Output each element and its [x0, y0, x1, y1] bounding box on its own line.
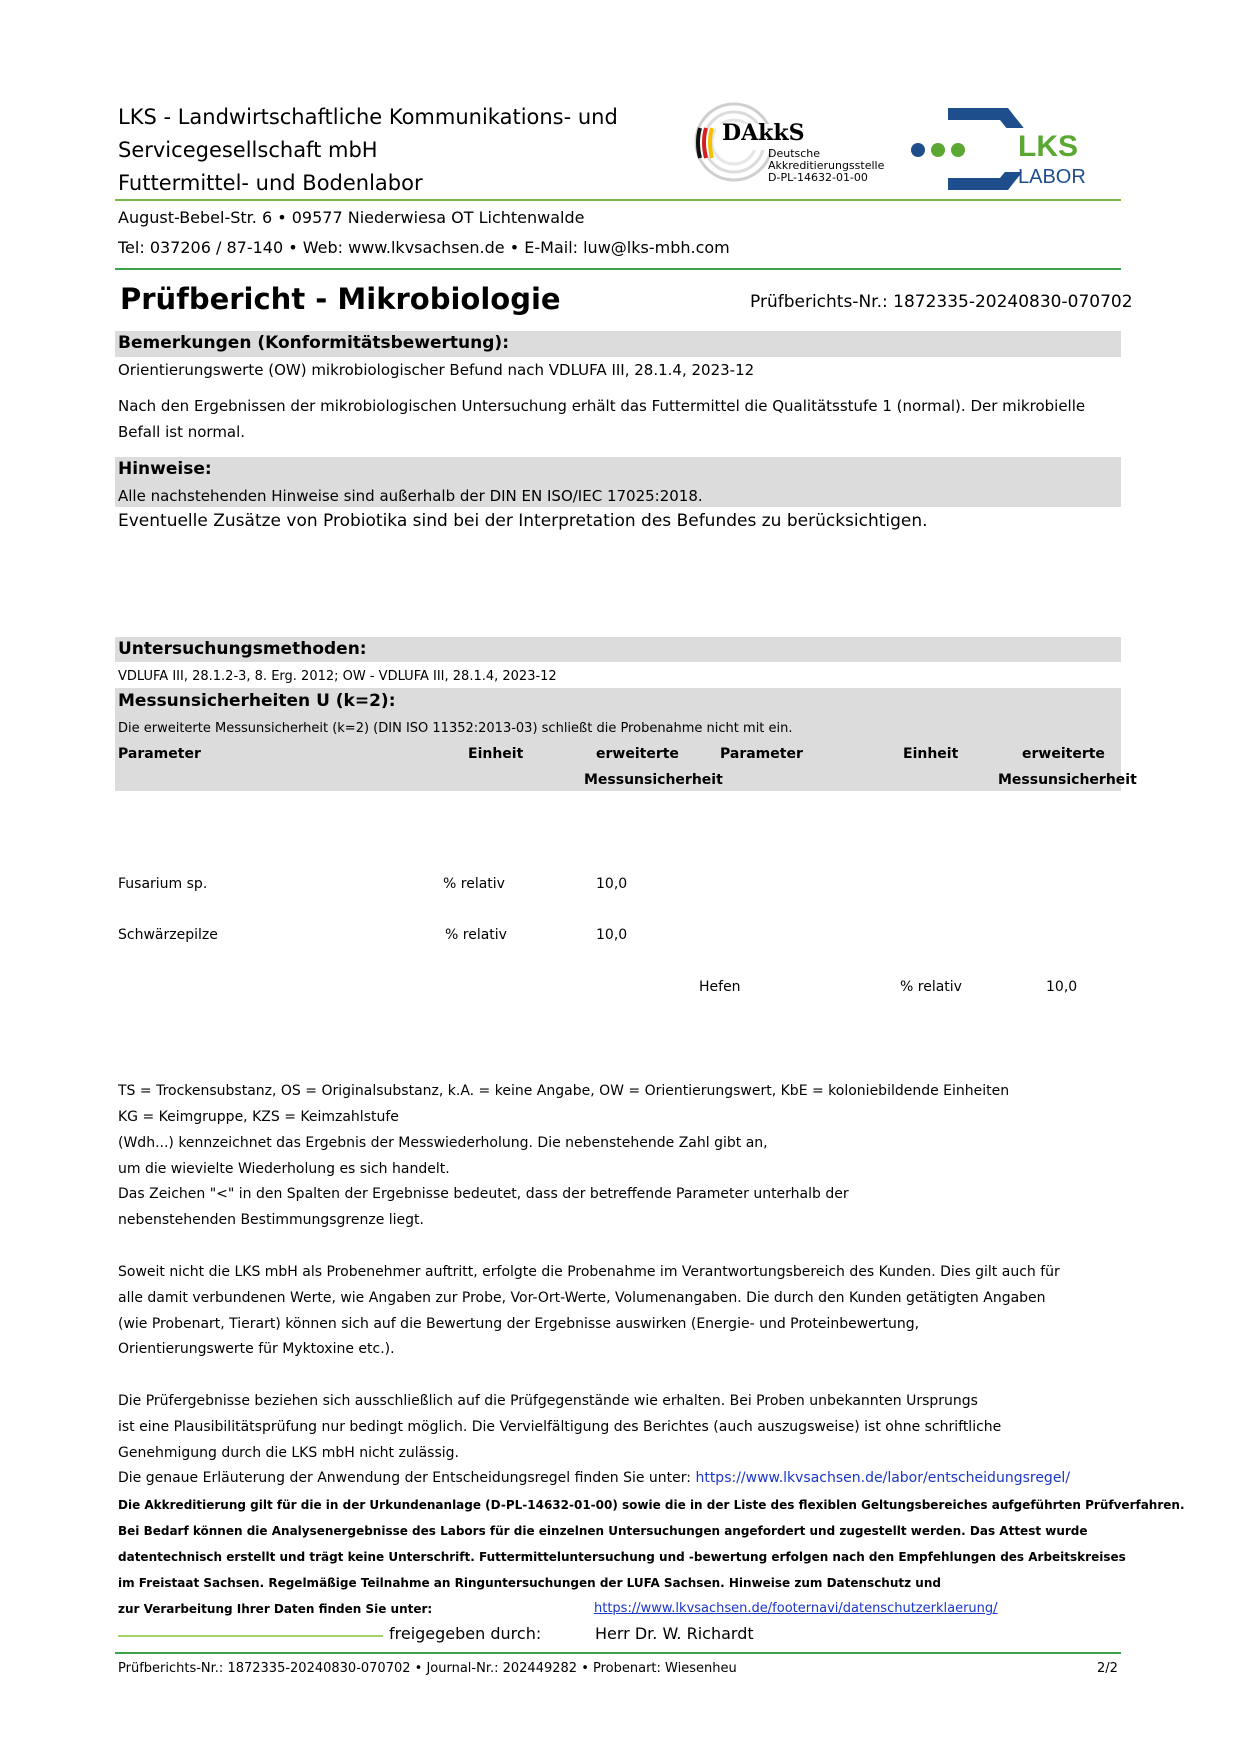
decision-rule: [118, 1470, 1070, 1486]
legend-line-2: KG = Keimgruppe, KZS = Keimzahlstufe: [118, 1109, 399, 1125]
dakks-line-2: Akkreditierungsstelle: [768, 159, 885, 172]
col-ext-right-1: erweiterte: [1022, 746, 1105, 762]
company-name-line-3: Futtermittel- und Bodenlabor: [118, 171, 423, 195]
legend-line-3: (Wdh...) kennzeichnet das Ergebnis der Messwiederholung. Die nebenstehende Zahl gibt an,: [118, 1135, 768, 1151]
row-hefen-parameter: Hefen: [699, 979, 741, 995]
col-unit-left: Einheit: [468, 746, 524, 762]
release-name: Herr Dr. W. Richardt: [595, 1624, 754, 1643]
row-schwaerzepilze-unit: % relativ: [445, 927, 507, 943]
methods-heading: Untersuchungsmethoden:: [118, 639, 367, 659]
methods-text: VDLUFA III, 28.1.2-3, 8. Erg. 2012; OW - VDLUFA III, 28.1.4, 2023-12: [118, 669, 557, 684]
signature-line: [118, 1635, 383, 1637]
lks-labor-logo: [908, 104, 1112, 194]
accreditation-line-1: Die Akkreditierung gilt für die in der Urkundenanlage (D-PL-14632-01-00) sowie die in der Liste des flexiblen Geltungsbereiches aufgeführten Prüfverfahren.: [118, 1498, 1185, 1512]
page-title: Prüfbericht - Mikrobiologie: [120, 282, 561, 316]
lks-logo-name: LKS: [1018, 130, 1078, 163]
row-hefen-unit: % relativ: [900, 979, 962, 995]
footer-divider: [115, 1652, 1121, 1654]
address: August-Bebel-Str. 6 • 09577 Niederwiesa OT Lichtenwalde: [118, 208, 585, 227]
accreditation-line-5: zur Verarbeitung Ihrer Daten finden Sie unter:: [118, 1602, 433, 1616]
col-parameter-right: Parameter: [720, 746, 803, 762]
hints-heading: Hinweise:: [118, 459, 212, 479]
hints-line-2: Eventuelle Zusätze von Probiotika sind bei der Interpretation des Befundes zu berücksichtigen.: [118, 511, 928, 531]
release-label: freigegeben durch:: [389, 1624, 542, 1643]
col-unit-right: Einheit: [903, 746, 959, 762]
sampling-line-2: alle damit verbundenen Werte, wie Angaben zur Probe, Vor-Ort-Werte, Volumenangaben. Die durch den Kunden getätigten Angaben: [118, 1290, 1046, 1306]
company-name-line-2: Servicegesellschaft mbH: [118, 138, 378, 162]
uncertainty-heading: Messunsicherheiten U (k=2):: [118, 691, 396, 711]
dakks-line-3: D-PL-14632-01-00: [768, 171, 868, 184]
company-name-line-1: LKS - Landwirtschaftliche Kommunikations- und: [118, 105, 618, 129]
hints-line-1: Alle nachstehenden Hinweise sind außerhalb der DIN EN ISO/IEC 17025:2018.: [118, 487, 703, 505]
row-fusarium-parameter: Fusarium sp.: [118, 876, 208, 892]
row-schwaerzepilze-value: 10,0: [596, 927, 628, 943]
row-fusarium-unit: % relativ: [443, 876, 505, 892]
decision-rule-link[interactable]: https://www.lkvsachsen.de/labor/entscheidungsregel/: [695, 1470, 1071, 1486]
dakks-line-1: Deutsche: [768, 147, 821, 160]
accreditation-line-4: im Freistaat Sachsen. Regelmäßige Teilnahme an Ringuntersuchungen der LUFA Sachsen. Hinweise zum Datenschutz und: [118, 1576, 941, 1590]
legend-line-4: um die wievielte Wiederholung es sich handelt.: [118, 1161, 450, 1177]
remarks-heading: Bemerkungen (Konformitätsbewertung):: [118, 333, 509, 353]
col-ext-right-2: Messunsicherheit: [998, 772, 1137, 788]
accreditation-line-2: Bei Bedarf können die Analysenergebnisse des Labors für die einzelnen Untersuchungen angefordert und zugestellt werden. Das Attest wurde: [118, 1524, 1088, 1538]
remarks-paragraph-line-2: Befall ist normal.: [118, 423, 246, 441]
lks-logo-sub: LABOR: [1018, 166, 1086, 188]
sampling-line-1: Soweit nicht die LKS mbH als Probenehmer auftritt, erfolgte die Probenahme im Verantwortungsbereich des Kunden. Dies gilt auch für: [118, 1264, 1060, 1280]
dakks-name: DAkkS: [722, 120, 805, 146]
legend-line-1: TS = Trockensubstanz, OS = Originalsubstanz, k.A. = keine Angabe, OW = Orientierungswert, KbE = koloniebildende Einheiten: [118, 1083, 1010, 1099]
remarks-paragraph-line-1: Nach den Ergebnissen der mikrobiologischen Untersuchung erhält das Futtermittel die Qualitätsstufe 1 (normal). Der mikrobielle: [118, 397, 1086, 415]
contact-divider: [115, 268, 1121, 270]
contact-line: Tel: 037206 / 87-140 • Web: www.lkvsachsen.de • E-Mail: luw@lks-mbh.com: [118, 238, 730, 257]
results-note-line-1: Die Prüfergebnisse beziehen sich ausschließlich auf die Prüfgegenstände wie erhalten. Bei Proben unbekannten Ursprungs: [118, 1393, 978, 1409]
row-hefen-value: 10,0: [1046, 979, 1078, 995]
sampling-line-3: (wie Probenart, Tierart) können sich auf die Bewertung der Ergebnisse auswirken (Energie- und Proteinbewertung,: [118, 1316, 920, 1332]
results-note-line-3: Genehmigung durch die LKS mbH nicht zulässig.: [118, 1445, 459, 1461]
sampling-line-4: Orientierungswerte für Myktoxine etc.).: [118, 1341, 395, 1357]
decision-rule-text: Die genaue Erläuterung der Anwendung der Entscheidungsregel finden Sie unter:: [118, 1470, 696, 1486]
page-number: 2/2: [1097, 1661, 1118, 1676]
col-parameter-left: Parameter: [118, 746, 201, 762]
legend-line-5: Das Zeichen "<" in den Spalten der Ergebnisse bedeutet, dass der betreffende Parameter unterhalb der: [118, 1186, 849, 1202]
col-ext-left-1: erweiterte: [596, 746, 679, 762]
legend-line-6: nebenstehenden Bestimmungsgrenze liegt.: [118, 1212, 424, 1228]
report-number: Prüfberichts-Nr.: 1872335-20240830-070702: [750, 292, 1133, 312]
row-schwaerzepilze-parameter: Schwärzepilze: [118, 927, 218, 943]
header-divider: [115, 199, 1121, 201]
results-note-line-2: ist eine Plausibilitätsprüfung nur bedingt möglich. Die Vervielfältigung des Berichtes (auch auszugsweise) ist ohne schriftliche: [118, 1419, 1002, 1435]
col-ext-left-2: Messunsicherheit: [584, 772, 723, 788]
uncertainty-note: Die erweiterte Messunsicherheit (k=2) (DIN ISO 11352:2013-03) schließt die Probenahme nicht mit ein.: [118, 721, 793, 736]
footer-text: Prüfberichts-Nr.: 1872335-20240830-070702 • Journal-Nr.: 202449282 • Probenart: Wiesenheu: [118, 1661, 737, 1676]
row-fusarium-value: 10,0: [596, 876, 628, 892]
privacy-link[interactable]: https://www.lkvsachsen.de/footernavi/datenschutzerklaerung/: [594, 1601, 998, 1616]
dakks-logo: [692, 100, 885, 190]
remarks-line: Orientierungswerte (OW) mikrobiologischer Befund nach VDLUFA III, 28.1.4, 2023-12: [118, 361, 755, 379]
accreditation-line-3: datentechnisch erstellt und trägt keine Unterschrift. Futtermitteluntersuchung und -bewertung erfolgen nach den Empfehlungen des Arbeitskreises: [118, 1550, 1126, 1564]
